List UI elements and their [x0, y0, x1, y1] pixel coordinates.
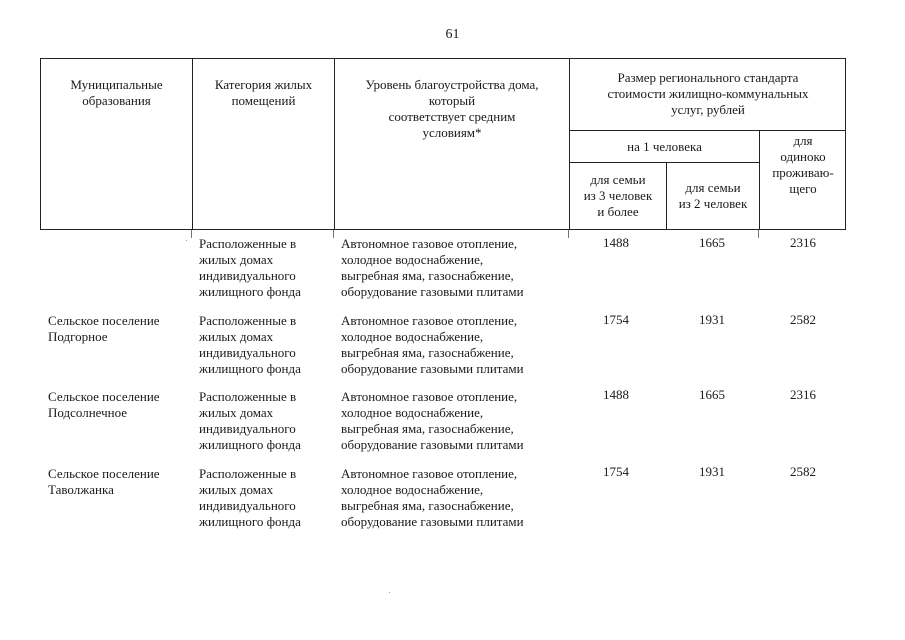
header-municipality: Муниципальные образования — [70, 77, 163, 108]
column-stub — [333, 230, 334, 238]
value-single: 2582 — [790, 464, 816, 479]
table-header — [40, 58, 846, 230]
column-stub — [758, 230, 759, 238]
header-single: для одиноко проживаю- щего — [772, 133, 834, 196]
table-row-level: Автономное газовое отопление, холодное водоснабжение, выгребная яма, газоснабжение, оборудование газовыми плитами — [341, 389, 524, 452]
header-family3: для семьи из 3 человек и более — [583, 172, 653, 219]
value-family3: 1754 — [603, 312, 629, 327]
table-row-level: Автономное газовое отопление, холодное водоснабжение, выгребная яма, газоснабжение, оборудование газовыми плитами — [341, 236, 524, 299]
header-per-person: на 1 человека — [627, 139, 702, 154]
header-level: Уровень благоустройства дома, который соответствует средним условиям* — [365, 77, 539, 140]
value-single: 2316 — [790, 235, 816, 250]
value-family2: 1931 — [699, 464, 725, 479]
value-family3: 1488 — [603, 387, 629, 402]
header-category: Категория жилых помещений — [214, 77, 313, 108]
row-divider — [569, 130, 845, 131]
value-family3: 1754 — [603, 464, 629, 479]
table-row-category: Расположенные в жилых домах индивидуального жилищного фонда — [199, 466, 301, 529]
page-number: 61 — [445, 27, 460, 42]
value-family2: 1665 — [699, 387, 725, 402]
value-family2: 1665 — [699, 235, 725, 250]
column-stub — [191, 230, 192, 238]
table-row-level: Автономное газовое отопление, холодное водоснабжение, выгребная яма, газоснабжение, оборудование газовыми плитами — [341, 313, 524, 376]
table-row-category: Расположенные в жилых домах индивидуального жилищного фонда — [199, 313, 301, 376]
table-row-municipality: Сельское поселение Подгорное — [48, 313, 160, 344]
value-family3: 1488 — [603, 235, 629, 250]
scan-speck — [186, 240, 187, 241]
header-family2: для семьи из 2 человек — [678, 180, 748, 211]
value-family2: 1931 — [699, 312, 725, 327]
table-row-category: Расположенные в жилых домах индивидуального жилищного фонда — [199, 236, 301, 299]
value-single: 2582 — [790, 312, 816, 327]
row-divider — [569, 162, 759, 163]
table-row-level: Автономное газовое отопление, холодное водоснабжение, выгребная яма, газоснабжение, оборудование газовыми плитами — [341, 466, 524, 529]
table-row-municipality: Сельское поселение Подсолнечное — [48, 389, 160, 420]
table-row-category: Расположенные в жилых домах индивидуального жилищного фонда — [199, 389, 301, 452]
column-stub — [568, 230, 569, 238]
scan-speck — [389, 592, 390, 593]
value-single: 2316 — [790, 387, 816, 402]
header-standard-size: Размер регионального стандарта стоимости жилищно-коммунальных услуг, рублей — [607, 70, 809, 117]
table-row-municipality: Сельское поселение Таволжанка — [48, 466, 160, 497]
